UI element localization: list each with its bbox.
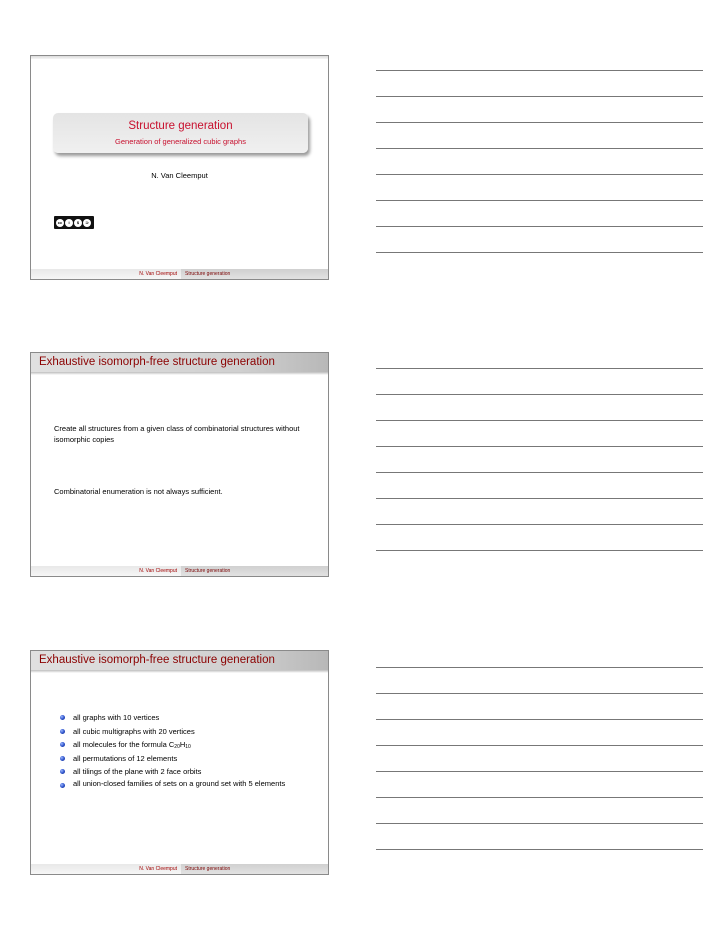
ball-bullet-icon [60, 756, 65, 761]
note-line [376, 252, 703, 253]
list-item: all tilings of the plane with 2 face orbits [58, 765, 298, 779]
note-line [376, 226, 703, 227]
slide-exhaustive-intro [30, 352, 329, 577]
note-line [376, 122, 703, 123]
footer-title: Structure generation [181, 566, 328, 576]
note-line [376, 667, 703, 668]
list-item: all graphs with 10 vertices [58, 711, 298, 725]
slide-footer [31, 864, 328, 874]
note-line [376, 719, 703, 720]
footer-author: N. Van Cleemput [31, 269, 181, 279]
note-line [376, 550, 703, 551]
frame-title: Exhaustive isomorph-free structure generation [31, 651, 328, 670]
definition-paragraph: Create all structures from a given class of combinatorial structures without isomorphic copies [54, 424, 300, 444]
note-line [376, 797, 703, 798]
note-line [376, 174, 703, 175]
presentation-title: Structure generation [128, 120, 233, 132]
slide-top-bar [31, 56, 328, 59]
note-line [376, 524, 703, 525]
ball-bullet-icon [60, 715, 65, 720]
note-line [376, 96, 703, 97]
cc-by-nc-sa-icon: cc i $ ⊃ [54, 216, 94, 229]
frame-title: Exhaustive isomorph-free structure generation [31, 353, 328, 372]
footer-title: Structure generation [181, 864, 328, 874]
note-line [376, 446, 703, 447]
examples-list [58, 711, 298, 789]
note-line [376, 498, 703, 499]
list-item: all permutations of 12 elements [58, 752, 298, 766]
footer-author: N. Van Cleemput [31, 566, 181, 576]
note-line [376, 771, 703, 772]
ball-bullet-icon [60, 769, 65, 774]
note-line [376, 745, 703, 746]
ball-bullet-icon [60, 783, 65, 788]
presentation-author: N. Van Cleemput [151, 171, 208, 180]
footer-author: N. Van Cleemput [31, 864, 181, 874]
note-line [376, 420, 703, 421]
footer-title: Structure generation [181, 269, 328, 279]
note-line [376, 394, 703, 395]
slide-footer [31, 269, 328, 279]
note-line [376, 200, 703, 201]
slide-examples [30, 650, 329, 875]
note-line [376, 148, 703, 149]
note-line [376, 70, 703, 71]
presentation-subtitle: Generation of generalized cubic graphs [115, 137, 246, 146]
list-item: all molecules for the formula $C_{20}H_{10}$ [58, 738, 298, 752]
note-line [376, 849, 703, 850]
list-item: all union-closed families of sets on a ground set with 5 elements [58, 779, 298, 789]
ball-bullet-icon [60, 742, 65, 747]
enumeration-paragraph: Combinatorial enumeration is not always sufficient. [54, 487, 223, 496]
ball-bullet-icon [60, 729, 65, 734]
list-item: all cubic multigraphs with 20 vertices [58, 725, 298, 739]
note-line [376, 693, 703, 694]
note-line [376, 472, 703, 473]
slide-title [30, 55, 329, 280]
slide-footer [31, 566, 328, 576]
note-line [376, 823, 703, 824]
note-line [376, 368, 703, 369]
title-box [53, 113, 308, 153]
